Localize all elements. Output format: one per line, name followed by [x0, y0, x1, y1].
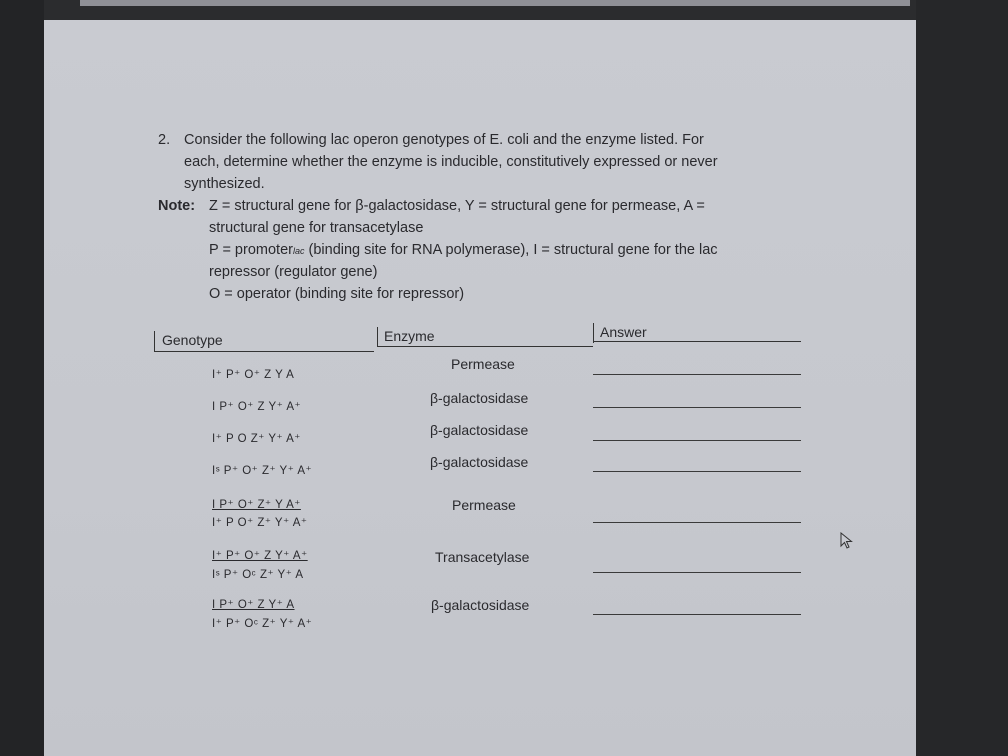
right-background: [916, 0, 1008, 756]
note-line-4: repressor (regulator gene): [209, 264, 378, 280]
genotype-row-7-bottom: I⁺ P⁺ Oᶜ Z⁺ Y⁺ A⁺: [212, 618, 313, 630]
enzyme-row-7: β-galactosidase: [431, 597, 530, 613]
enzyme-row-4: β-galactosidase: [430, 454, 529, 470]
note-line-5: O = operator (binding site for repressor): [209, 286, 465, 302]
question-line-3: synthesized.: [184, 176, 265, 192]
genotype-header-tick: [154, 331, 155, 351]
top-edge: [0, 0, 1008, 22]
genotype-row-6-top: I⁺ P⁺ O⁺ Z Y⁺ A⁺: [212, 550, 308, 562]
genotype-row-5-bottom: I⁺ P O⁺ Z⁺ Y⁺ A⁺: [212, 517, 308, 529]
genotype-row-2: I P⁺ O⁺ Z Y⁺ A⁺: [212, 401, 302, 413]
answer-header-tick: [593, 323, 594, 343]
genotype-header-line: [154, 351, 374, 352]
genotype-row-5-top: I P⁺ O⁺ Z⁺ Y A⁺: [212, 499, 301, 511]
genotype-row-6-bottom: Iˢ P⁺ Oᶜ Z⁺ Y⁺ A: [212, 569, 304, 581]
note-line-3-sub: lac: [292, 246, 305, 256]
answer-blank-row-1[interactable]: [593, 374, 801, 375]
genotype-row-4: Iˢ P⁺ O⁺ Z⁺ Y⁺ A⁺: [212, 465, 313, 477]
genotype-header: Genotype: [162, 332, 223, 348]
genotype-row-7-top: I P⁺ O⁺ Z Y⁺ A: [212, 599, 295, 611]
note-line-2: structural gene for transacetylase: [209, 220, 424, 236]
question-number: 2.: [158, 132, 171, 148]
note-line-3-pre: P = promoter: [209, 242, 293, 258]
genotype-row-3: I⁺ P O Z⁺ Y⁺ A⁺: [212, 433, 301, 445]
enzyme-row-5: Permease: [452, 497, 516, 513]
enzyme-row-3: β-galactosidase: [430, 422, 529, 438]
note-line-3-post: (binding site for RNA polymerase), I = structural gene for the lac: [304, 242, 718, 258]
note-line-1: Z = structural gene for β-galactosidase, Y = structural gene for permease, A =: [209, 198, 705, 214]
mouse-cursor-icon: [840, 532, 854, 550]
question-line-1: Consider the following lac operon genotypes of E. coli and the enzyme listed. For: [184, 132, 704, 148]
enzyme-row-6: Transacetylase: [435, 549, 530, 565]
left-background: [0, 0, 44, 756]
answer-blank-row-3[interactable]: [593, 440, 801, 441]
answer-blank-row-4[interactable]: [593, 471, 801, 472]
answer-blank-row-2[interactable]: [593, 407, 801, 408]
answer-header-line: [593, 341, 801, 342]
question-line-2: each, determine whether the enzyme is inducible, constitutively expressed or never: [184, 154, 718, 170]
genotype-row-1: I⁺ P⁺ O⁺ Z Y A: [212, 369, 295, 381]
answer-header: Answer: [600, 324, 647, 340]
answer-blank-row-6[interactable]: [593, 572, 801, 573]
note-line-3: [209, 239, 718, 262]
enzyme-header-tick: [377, 327, 378, 347]
answer-blank-row-7[interactable]: [593, 614, 801, 615]
top-strip: [80, 0, 910, 6]
answer-blank-row-5[interactable]: [593, 522, 801, 523]
enzyme-row-1: Permease: [451, 356, 515, 372]
note-label: Note:: [158, 198, 196, 214]
enzyme-row-2: β-galactosidase: [430, 390, 529, 406]
enzyme-header-line: [377, 346, 593, 347]
enzyme-header: Enzyme: [384, 328, 435, 344]
